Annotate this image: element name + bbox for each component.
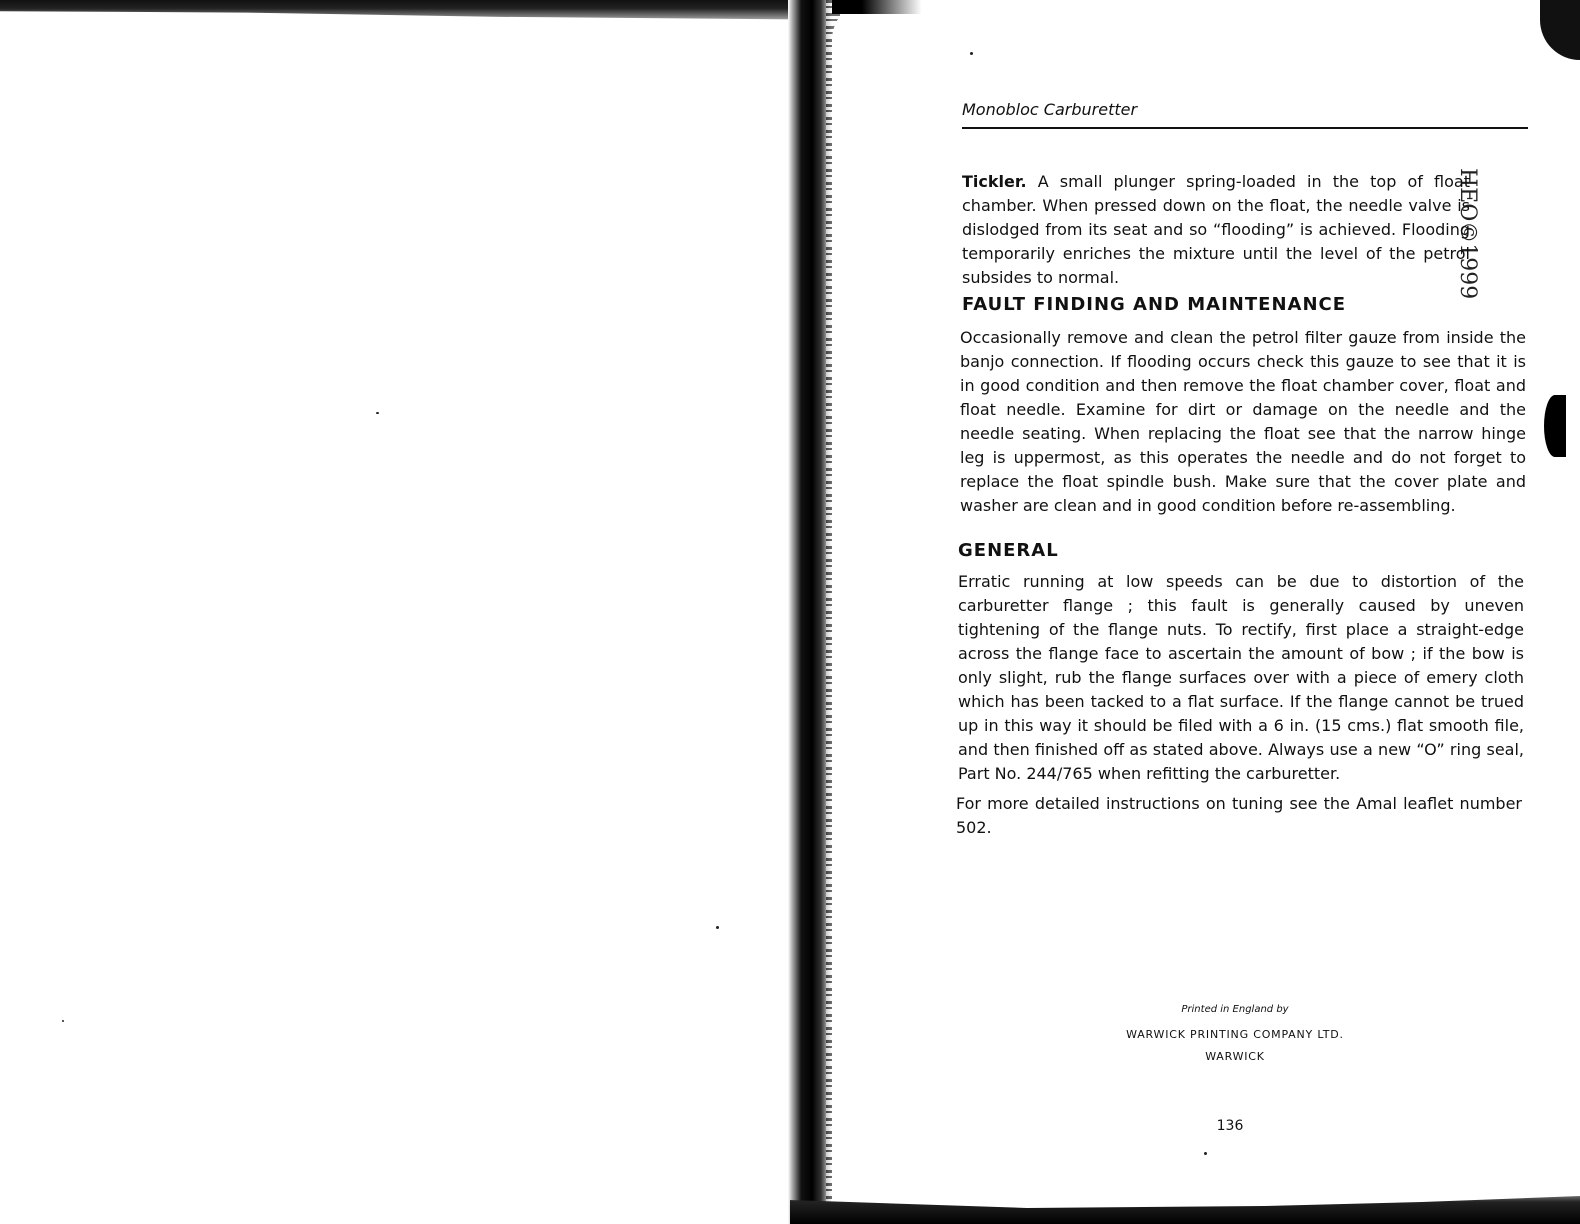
section-heading-fault-finding: FAULT FINDING AND MAINTENANCE — [962, 294, 1347, 315]
imprint-company: WARWICK PRINTING COMPANY LTD. — [1126, 1028, 1344, 1041]
tickler-paragraph — [962, 170, 1470, 290]
more-info-paragraph: For more detailed instructions on tuning see the Amal leaflet number 502. — [956, 794, 1522, 837]
imprint-city: WARWICK — [1205, 1050, 1265, 1063]
dust-speck — [62, 1020, 64, 1022]
tickler-text: A small plunger spring-loaded in the top of float chamber. When pressed down on the float, the needle valve is dislodged from its seat and so “flooding” is achieved. Flooding temporarily enriches the mixture until the level of the petrol subsides to normal. — [962, 172, 1470, 287]
imprint-printed-in: Printed in England by — [1181, 1004, 1289, 1015]
general-paragraph: Erratic running at low speeds can be due to distortion of the carburetter flange ; this fault is generally caused by uneven tightening of the flange nuts. To rectify, first place a straight-edge across the flange face to ascertain the amount of bow ; if the bow is only slight, rub the flange surfaces over with a piece of emery cloth which has been tacked to a flat surface. If the flange cannot be trued up in this way it should be filed with a 6 in. (15 cms.) flat smooth file, and then finished off as stated above. Always use a new “O” ring seal, Part No. 244/765 when refitting the carburetter. — [958, 572, 1524, 783]
page-number: 136 — [1216, 1118, 1244, 1134]
dust-speck — [1204, 1152, 1207, 1155]
tickler-label: Tickler. — [962, 172, 1027, 191]
dust-speck — [376, 412, 379, 414]
copyright-watermark: HEO©1999 — [1455, 168, 1480, 300]
dust-speck — [716, 926, 719, 929]
running-head: Monobloc Carburetter — [962, 100, 1528, 129]
dust-speck — [970, 52, 973, 55]
edge-blot — [1544, 395, 1566, 457]
fault-finding-paragraph: Occasionally remove and clean the petrol filter gauze from inside the banjo connection. If flooding occurs check this gauze to see that it is in good condition and then remove the float chamber cover, float and float needle. Examine for dirt or damage on the needle and the needle seating. When replacing the float see that the narrow hinge leg is uppermost, as this operates the needle and do not forget to replace the float spindle bush. Make sure that the cover plate and washer are clean and in good condition before re-assembling. — [960, 328, 1526, 515]
page-edge-shadow — [832, 0, 1580, 14]
section-heading-general: GENERAL — [958, 540, 1059, 561]
